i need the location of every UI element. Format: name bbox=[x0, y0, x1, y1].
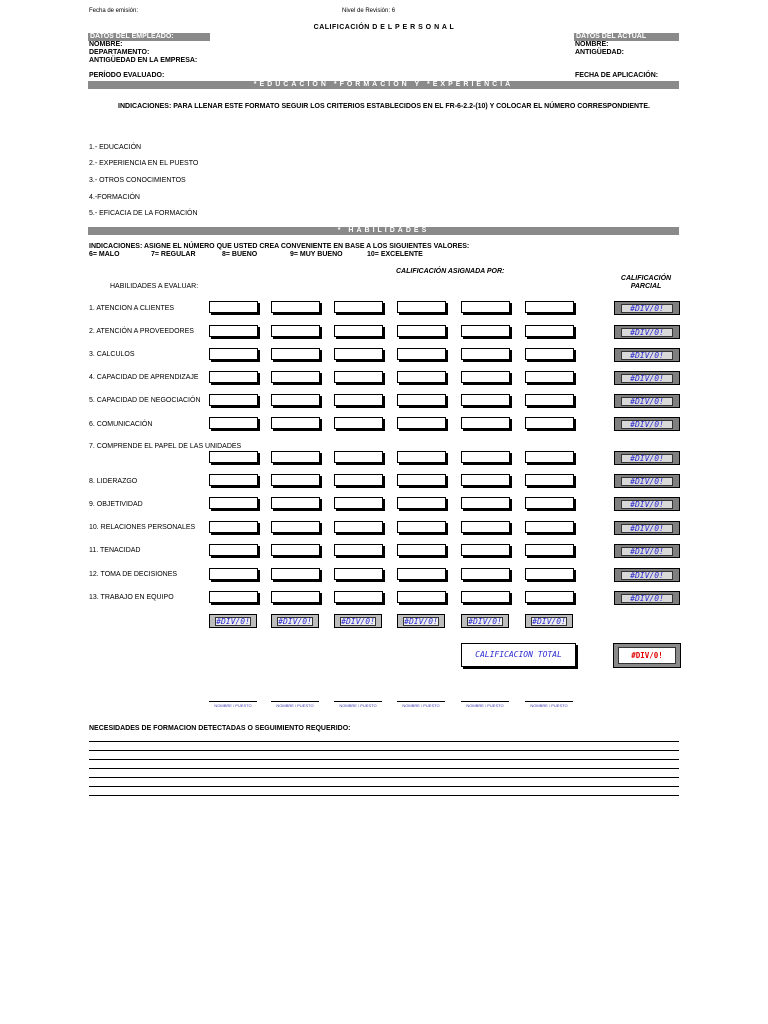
score-input[interactable] bbox=[209, 417, 258, 429]
score-input[interactable] bbox=[209, 474, 258, 486]
habilidades-label: HABILIDADES A EVALUAR: bbox=[110, 283, 199, 290]
necesidades-label: NECESIDADES DE FORMACION DETECTADAS O SEGUIMIENTO REQUERIDO: bbox=[89, 725, 351, 732]
score-input[interactable] bbox=[525, 544, 574, 556]
partial-score-value: #DIV/0! bbox=[621, 374, 673, 383]
score-input[interactable] bbox=[209, 325, 258, 337]
column-score-cell bbox=[397, 614, 445, 628]
score-input[interactable] bbox=[397, 451, 446, 463]
score-input[interactable] bbox=[461, 394, 510, 406]
partial-score-cell bbox=[614, 417, 680, 431]
partial-score-cell bbox=[614, 497, 680, 511]
score-input[interactable] bbox=[271, 348, 320, 360]
score-input[interactable] bbox=[397, 521, 446, 533]
calif-parcial-label-1: CALIFICACIÓN bbox=[620, 275, 672, 282]
column-score-value: #DIV/0! bbox=[404, 617, 438, 626]
partial-score-cell bbox=[614, 568, 680, 582]
score-input[interactable] bbox=[271, 371, 320, 383]
score-input[interactable] bbox=[525, 591, 574, 603]
score-input[interactable] bbox=[461, 417, 510, 429]
signature-line[interactable]: NOMBRE / PUESTO bbox=[209, 701, 257, 708]
score-input[interactable] bbox=[461, 474, 510, 486]
scale-excelente: 10= EXCELENTE bbox=[367, 251, 423, 258]
actual-nombre-label: NOMBRE: bbox=[575, 41, 609, 48]
score-input[interactable] bbox=[271, 544, 320, 556]
score-input[interactable] bbox=[334, 417, 383, 429]
partial-score-value: #DIV/0! bbox=[621, 477, 673, 486]
signature-line[interactable]: NOMBRE / PUESTO bbox=[397, 701, 445, 708]
score-input[interactable] bbox=[461, 348, 510, 360]
signature-line[interactable]: NOMBRE / PUESTO bbox=[271, 701, 319, 708]
score-input[interactable] bbox=[525, 348, 574, 360]
partial-score-value: #DIV/0! bbox=[621, 594, 673, 603]
partial-score-cell bbox=[614, 474, 680, 488]
skills-section-band: * HABILIDADES bbox=[88, 227, 679, 235]
page-title: CALIFICACIÓN D E L P E R S O N A L bbox=[313, 24, 455, 31]
education-instructions: INDICACIONES: PARA LLENAR ESTE FORMATO SEGUIR LOS CRITERIOS ESTABLECIDOS EN EL FR-6-2.2-(10) Y COLOCAR EL NÚMERO CORRESPONDIENTE. bbox=[118, 103, 650, 110]
partial-score-value: #DIV/0! bbox=[621, 524, 673, 533]
fecha-aplicacion-label: FECHA DE APLICACIÓN: bbox=[575, 72, 659, 79]
skill-label: 10. RELACIONES PERSONALES bbox=[89, 524, 196, 531]
scale-regular: 7= REGULAR bbox=[151, 251, 196, 258]
score-input[interactable] bbox=[461, 591, 510, 603]
score-input[interactable] bbox=[525, 474, 574, 486]
partial-score-value: #DIV/0! bbox=[621, 571, 673, 580]
partial-score-value: #DIV/0! bbox=[621, 351, 673, 360]
partial-score-value: #DIV/0! bbox=[621, 454, 673, 463]
education-item: 4.-FORMACIÓN bbox=[89, 194, 140, 201]
score-input[interactable] bbox=[461, 521, 510, 533]
score-input[interactable] bbox=[461, 497, 510, 509]
score-input[interactable] bbox=[334, 325, 383, 337]
score-input[interactable] bbox=[525, 394, 574, 406]
score-input[interactable] bbox=[209, 371, 258, 383]
score-input[interactable] bbox=[271, 301, 320, 313]
score-input[interactable] bbox=[271, 568, 320, 580]
nivel-revision-label: Nivel de Revisión: 6 bbox=[342, 8, 396, 14]
score-input[interactable] bbox=[461, 371, 510, 383]
writing-line bbox=[89, 759, 679, 760]
score-input[interactable] bbox=[334, 348, 383, 360]
score-input[interactable] bbox=[525, 417, 574, 429]
column-score-value: #DIV/0! bbox=[468, 617, 502, 626]
score-input[interactable] bbox=[209, 591, 258, 603]
score-input[interactable] bbox=[461, 325, 510, 337]
score-input[interactable] bbox=[525, 301, 574, 313]
employee-nombre-label: NOMBRE: bbox=[89, 41, 123, 48]
periodo-evaluado-label: PERÍODO EVALUADO: bbox=[89, 72, 165, 79]
partial-score-cell bbox=[614, 521, 680, 535]
score-input[interactable] bbox=[397, 394, 446, 406]
partial-score-cell bbox=[614, 301, 680, 315]
signature-line[interactable]: NOMBRE / PUESTO bbox=[334, 701, 382, 708]
total-label-box bbox=[461, 643, 576, 667]
education-item: 2.- EXPERIENCIA EN EL PUESTO bbox=[89, 160, 199, 167]
score-input[interactable] bbox=[525, 497, 574, 509]
skill-label: 8. LIDERAZGO bbox=[89, 478, 138, 485]
column-score-value: #DIV/0! bbox=[532, 617, 566, 626]
score-input[interactable] bbox=[209, 301, 258, 313]
writing-line bbox=[89, 750, 679, 751]
skill-label: 2. ATENCIÓN A PROVEEDORES bbox=[89, 328, 194, 335]
fecha-emision-label: Fecha de emisión: bbox=[89, 8, 139, 14]
partial-score-cell bbox=[614, 348, 680, 362]
employee-antiguedad-label: ANTIGÜEDAD EN LA EMPRESA: bbox=[89, 57, 198, 64]
score-input[interactable] bbox=[209, 521, 258, 533]
score-input[interactable] bbox=[461, 568, 510, 580]
education-item: 3.- OTROS CONOCIMIENTOS bbox=[89, 177, 186, 184]
score-input[interactable] bbox=[271, 451, 320, 463]
score-input[interactable] bbox=[271, 591, 320, 603]
score-input[interactable] bbox=[461, 544, 510, 556]
writing-line bbox=[89, 795, 679, 796]
writing-line bbox=[89, 786, 679, 787]
employee-departamento-label: DEPARTAMENTO: bbox=[89, 49, 150, 56]
score-input[interactable] bbox=[397, 325, 446, 337]
score-input[interactable] bbox=[525, 451, 574, 463]
partial-score-value: #DIV/0! bbox=[621, 397, 673, 406]
score-input[interactable] bbox=[334, 568, 383, 580]
score-input[interactable] bbox=[209, 451, 258, 463]
column-score-value: #DIV/0! bbox=[341, 617, 375, 626]
partial-score-value: #DIV/0! bbox=[621, 547, 673, 556]
score-input[interactable] bbox=[271, 394, 320, 406]
total-label: CALIFICACION TOTAL bbox=[475, 650, 562, 659]
score-input[interactable] bbox=[271, 521, 320, 533]
partial-score-cell bbox=[614, 591, 680, 605]
partial-score-value: #DIV/0! bbox=[621, 500, 673, 509]
score-input[interactable] bbox=[334, 394, 383, 406]
actual-data-heading: DATOS DEL ACTUAL bbox=[574, 33, 679, 41]
signature-line[interactable]: NOMBRE / PUESTO bbox=[525, 701, 573, 708]
column-score-cell bbox=[209, 614, 257, 628]
education-item: 1.- EDUCACIÓN bbox=[89, 144, 142, 151]
column-score-value: #DIV/0! bbox=[216, 617, 250, 626]
score-input[interactable] bbox=[271, 497, 320, 509]
score-input[interactable] bbox=[525, 568, 574, 580]
partial-score-value: #DIV/0! bbox=[621, 304, 673, 313]
skill-label: 9. OBJETIVIDAD bbox=[89, 501, 143, 508]
skill-label: 1. ATENCION A CLIENTES bbox=[89, 305, 175, 312]
score-input[interactable] bbox=[334, 544, 383, 556]
score-input[interactable] bbox=[334, 451, 383, 463]
score-input[interactable] bbox=[525, 371, 574, 383]
education-section-band: *EDUCACION *FORMACION Y *EXPERIENCIA bbox=[88, 81, 679, 89]
employee-data-heading: DATOS DEL EMPLEADO: bbox=[88, 33, 210, 41]
skills-instructions: INDICACIONES: ASIGNE EL NÚMERO QUE USTED CREA CONVENIENTE EN BASE A LOS SIGUIENTES VALORES: bbox=[89, 243, 470, 250]
partial-score-cell bbox=[614, 394, 680, 408]
skill-label: 6. COMUNICACIÓN bbox=[89, 421, 153, 428]
partial-score-cell bbox=[614, 325, 680, 339]
skill-label: 3. CALCULOS bbox=[89, 351, 135, 358]
score-input[interactable] bbox=[334, 521, 383, 533]
skill-label: 11. TENACIDAD bbox=[89, 547, 141, 554]
score-input[interactable] bbox=[334, 301, 383, 313]
education-item: 5.- EFICACIA DE LA FORMACIÓN bbox=[89, 210, 198, 217]
partial-score-cell bbox=[614, 451, 680, 465]
score-input[interactable] bbox=[397, 497, 446, 509]
scale-malo: 6= MALO bbox=[89, 251, 120, 258]
writing-line bbox=[89, 777, 679, 778]
skill-label: 5. CAPACIDAD DE NEGOCIACIÓN bbox=[89, 397, 201, 404]
score-input[interactable] bbox=[209, 544, 258, 556]
skill-label: 13. TRABAJO EN EQUIPO bbox=[89, 594, 174, 601]
score-input[interactable] bbox=[271, 325, 320, 337]
score-input[interactable] bbox=[397, 371, 446, 383]
score-input[interactable] bbox=[397, 348, 446, 360]
partial-score-value: #DIV/0! bbox=[621, 420, 673, 429]
column-score-cell bbox=[334, 614, 382, 628]
score-input[interactable] bbox=[334, 371, 383, 383]
column-score-value: #DIV/0! bbox=[278, 617, 312, 626]
score-input[interactable] bbox=[271, 474, 320, 486]
score-input[interactable] bbox=[334, 474, 383, 486]
total-value: #DIV/0! bbox=[618, 647, 676, 664]
writing-line bbox=[89, 741, 679, 742]
column-score-cell bbox=[525, 614, 573, 628]
partial-score-cell bbox=[614, 371, 680, 385]
actual-antiguedad-label: ANTIGÜEDAD: bbox=[575, 49, 624, 56]
column-score-cell bbox=[461, 614, 509, 628]
score-input[interactable] bbox=[397, 301, 446, 313]
score-input[interactable] bbox=[525, 521, 574, 533]
score-input[interactable] bbox=[334, 497, 383, 509]
signature-line[interactable]: NOMBRE / PUESTO bbox=[461, 701, 509, 708]
skill-label: 12. TOMA DE DECISIONES bbox=[89, 571, 178, 578]
score-input[interactable] bbox=[209, 568, 258, 580]
calif-parcial-label-2: PARCIAL bbox=[630, 283, 662, 290]
score-input[interactable] bbox=[397, 417, 446, 429]
skill-label: 4. CAPACIDAD DE APRENDIZAJE bbox=[89, 374, 199, 381]
scale-bueno: 8= BUENO bbox=[222, 251, 258, 258]
score-input[interactable] bbox=[461, 301, 510, 313]
score-input[interactable] bbox=[397, 544, 446, 556]
score-input[interactable] bbox=[397, 474, 446, 486]
partial-score-cell bbox=[614, 544, 680, 558]
score-input[interactable] bbox=[209, 394, 258, 406]
asignada-por-label: CALIFICACIÓN ASIGNADA POR: bbox=[396, 268, 505, 275]
total-value-box bbox=[613, 643, 681, 668]
score-input[interactable] bbox=[209, 497, 258, 509]
score-input[interactable] bbox=[525, 325, 574, 337]
skill-label: 7. COMPRENDE EL PAPEL DE LAS UNIDADES bbox=[89, 443, 242, 450]
scale-muy-bueno: 9= MUY BUENO bbox=[290, 251, 343, 258]
score-input[interactable] bbox=[397, 568, 446, 580]
score-input[interactable] bbox=[209, 348, 258, 360]
column-score-cell bbox=[271, 614, 319, 628]
score-input[interactable] bbox=[461, 451, 510, 463]
score-input[interactable] bbox=[397, 591, 446, 603]
partial-score-value: #DIV/0! bbox=[621, 328, 673, 337]
writing-line bbox=[89, 768, 679, 769]
score-input[interactable] bbox=[271, 417, 320, 429]
score-input[interactable] bbox=[334, 591, 383, 603]
